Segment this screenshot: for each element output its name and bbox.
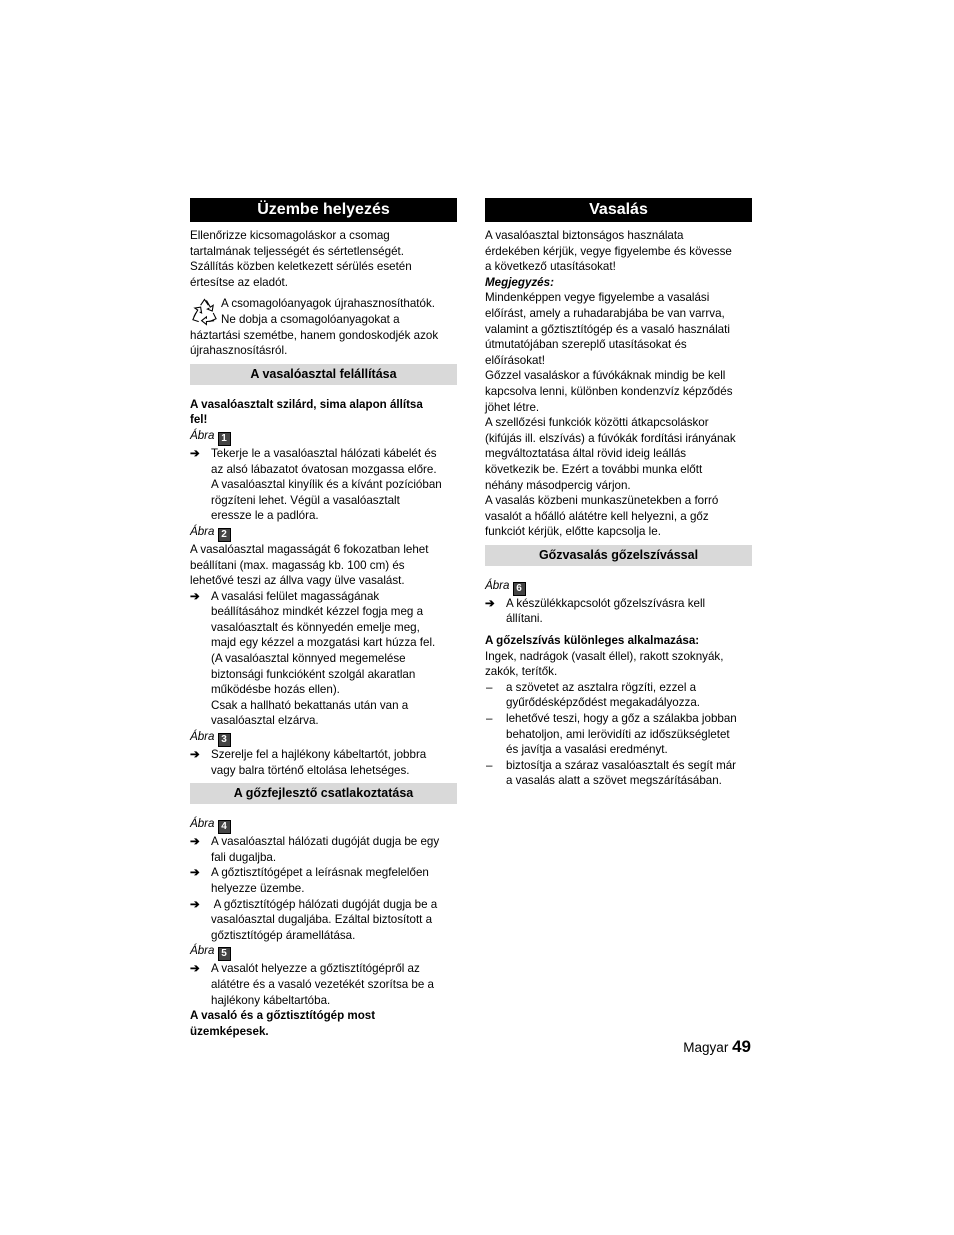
text-line: biztosítja a száraz vasalóasztalt és segít már — [506, 758, 737, 772]
figure-label: Ábra — [190, 524, 215, 538]
text-line: értesítse az eladót. — [190, 275, 288, 289]
figure-label: Ábra — [190, 730, 215, 744]
arrow-icon: ➔ — [190, 897, 200, 911]
text-line: Ellenőrizze kicsomagoláskor a csomag — [190, 229, 390, 242]
left-column — [190, 198, 457, 1039]
dash-icon: – — [486, 680, 493, 694]
text-line: és javítja a vasalási eredményt. — [506, 743, 668, 757]
text-line: az alsó lábazatot óvatosan mozgassa előre. — [211, 462, 437, 476]
step-item — [190, 961, 457, 1008]
step-item — [190, 589, 457, 729]
figure-label: Ábra — [190, 428, 215, 442]
text-line: valamint a gőztisztítógép és a vasaló használati — [485, 322, 730, 336]
text-line: eressze le a padlóra. — [211, 509, 319, 523]
text-line: vasalóasztal dugaljába. Ezáltal biztosított a — [211, 913, 433, 927]
text-line: gyűrődésképződést megakadályozza. — [506, 696, 700, 710]
dash-item — [485, 758, 752, 789]
figure-label: Ábra — [485, 578, 510, 592]
figure-ref — [190, 428, 457, 446]
figure-label: Ábra — [190, 944, 215, 958]
dash-item — [485, 680, 752, 711]
figure-number-icon: 1 — [218, 432, 231, 446]
text-line: beállításához mindkét kézzel fogja meg a — [211, 605, 424, 619]
text-line: gőztisztítógép áramellátása. — [211, 928, 356, 942]
figure-ref — [190, 729, 457, 747]
text-line: funkciót kérjük, előtte kapcsolja le. — [485, 525, 661, 539]
text-line: fel! — [190, 413, 208, 427]
text-line: biztonsági funkcióként szolgál akaratlan — [211, 667, 416, 681]
figure-number-icon: 2 — [218, 528, 231, 542]
dash-icon: – — [486, 758, 493, 772]
text-line: jöhet létre. — [485, 400, 540, 414]
text-line: következik be. Ezért a további munka előtt — [485, 462, 703, 476]
section-heading-uzembe: Üzembe helyezés — [190, 198, 457, 222]
note-text — [485, 290, 752, 540]
figure-number-icon: 3 — [218, 733, 231, 747]
dash-item — [485, 711, 752, 758]
text-line: vagy balra történő eltolása lehetséges. — [211, 763, 410, 777]
arrow-icon: ➔ — [190, 446, 200, 460]
text-line: Mindenképpen vegye figyelembe a vasalási — [485, 291, 710, 305]
figure-ref — [190, 816, 457, 834]
height-text — [190, 542, 457, 589]
page-footer — [683, 1039, 751, 1056]
text-line: zakók, terítők. — [485, 665, 558, 679]
text-line: majd egy kézzel a mozgatási kart húzza fel. — [211, 636, 436, 650]
text-line: Ne dobja a csomagolóanyagokat a — [221, 312, 400, 326]
arrow-icon: ➔ — [190, 962, 200, 976]
figure-ref — [485, 578, 752, 596]
text-line: előírásokat! — [485, 353, 545, 367]
text-line: rögzíteni lehet. Végül a vasalóasztalt — [211, 493, 400, 507]
note-label: Megjegyzés: — [485, 275, 554, 289]
text-line: beállítani (max. magasság kb. 100 cm) és — [190, 558, 405, 572]
section-heading-vasalas: Vasalás — [485, 198, 752, 222]
text-line: fali dugaljba. — [211, 850, 277, 864]
text-line: háztartási szemétbe, hanem gondoskodjék azok — [190, 328, 439, 342]
text-line: helyezze üzembe. — [211, 882, 305, 895]
subheading-felallitas: A vasalóasztal felállítása — [190, 364, 457, 385]
step-item — [190, 865, 457, 896]
text-line: tartalmának teljességét és sértetlenségét. — [190, 244, 404, 258]
text-line: üzemképesek. — [190, 1024, 269, 1038]
text-line: érdekében kérjük, vegye figyelembe és kövesse — [485, 244, 732, 258]
arrow-icon: ➔ — [485, 596, 495, 610]
bold-instruction — [190, 397, 457, 428]
text-line: A vasalóasztal kinyílik és a kívánt pozícióban — [211, 478, 442, 492]
figure-label: Ábra — [190, 817, 215, 831]
step-item — [190, 446, 457, 524]
text-line: előírást, amely a ruhadarabjába be van varrva, — [485, 306, 725, 320]
recycle-note — [190, 296, 457, 358]
text-line: kapcsolva lenni, különben kondenzvíz képződés — [485, 384, 733, 398]
text-line: A gőztisztítógépet a leírásnak megfelelően — [211, 866, 429, 880]
text-line: (A vasalóasztal könnyed megemelése — [211, 652, 406, 666]
text-line: vasalót a hőálló alátétre kell helyezni, a gőz — [485, 509, 709, 523]
final-bold-note — [190, 1008, 457, 1039]
text-line: Szerelje fel a hajlékony kábeltartót, jobbra — [211, 748, 427, 762]
text-line: A vasalási felület magasságának — [211, 589, 380, 603]
text-line: lehetővé teszi az állva vagy ülve vasalást. — [190, 574, 405, 588]
arrow-icon: ➔ — [190, 835, 200, 849]
text-line: a szövetet az asztalra rögzíti, ezzel a — [506, 680, 697, 694]
text-line: állítani. — [506, 612, 543, 626]
text-line: hajlékony kábeltartóba. — [211, 993, 331, 1007]
step-item — [190, 897, 457, 944]
subheading-csatlakoztatas: A gőzfejlesztő csatlakoztatása — [190, 783, 457, 804]
step-item — [190, 747, 457, 778]
text-line: alátétre és a vasaló vezetékét szorítsa be a — [211, 977, 434, 991]
text-line: Szállítás közben keletkezett sérülés esetén — [190, 260, 412, 274]
text-line: A vasalás közbeni munkaszünetekben a forró — [485, 494, 719, 508]
text-line: behatoljon, ami lerövidíti az időszükségletet — [506, 727, 730, 741]
text-line: útmutatójában szereplő utasításokat és — [485, 338, 687, 352]
arrow-icon: ➔ — [190, 748, 200, 762]
text-line: A készülékkapcsolót gőzelszívásra kell — [506, 596, 706, 610]
text-line: A gőztisztítógép hálózati dugóját dugja be a — [211, 897, 438, 911]
step-item — [190, 834, 457, 865]
special-use-text — [485, 649, 752, 680]
text-line: megváltoztatása által rövid ideig leállás — [485, 447, 687, 461]
text-line: újrahasznosításról. — [190, 344, 288, 358]
text-line: a vasalás alatt a szövet megszárításában. — [506, 774, 722, 788]
page-number: 49 — [732, 1037, 751, 1056]
text-line: vasalóasztal elzárva. — [211, 714, 319, 728]
text-line: lehetővé teszi, hogy a gőz a szálakba jobban — [506, 712, 737, 726]
dash-icon: – — [486, 712, 493, 726]
figure-number-icon: 5 — [218, 947, 231, 961]
text-line: vasalóasztalt és könnyedén emelje meg, — [211, 620, 420, 634]
text-line: A vasalóasztal hálózati dugóját dugja be egy — [211, 835, 440, 849]
text-line: A vasalóasztalt szilárd, sima alapon állítsa — [190, 397, 423, 411]
arrow-icon: ➔ — [190, 589, 200, 603]
recycle-icon — [190, 296, 219, 326]
text-line: Csak a hallható bekattanás után van a — [211, 698, 409, 712]
special-use-heading: A gőzelszívás különleges alkalmazása: — [485, 634, 700, 648]
footer-language: Magyar — [683, 1040, 729, 1055]
figure-number-icon: 4 — [218, 820, 231, 834]
intro-text — [190, 228, 457, 290]
text-line: A vasaló és a gőztisztítógép most — [190, 1009, 376, 1023]
figure-number-icon: 6 — [513, 582, 526, 596]
subheading-gozelszivas: Gőzvasalás gőzelszívással — [485, 545, 752, 566]
text-line: Ingek, nadrágok (vasalt éllel), rakott szoknyák, — [485, 649, 724, 663]
text-line: Tekerje le a vasalóasztal hálózati kábelét és — [211, 446, 437, 460]
intro-text — [485, 228, 752, 275]
figure-ref — [190, 524, 457, 542]
text-line: A szellőzési funkciók közötti átkapcsoláskor — [485, 416, 709, 430]
figure-ref — [190, 943, 457, 961]
text-line: a következő utasításokat! — [485, 260, 616, 274]
text-line: működésbe hozás ellen). — [211, 683, 340, 697]
step-item — [485, 596, 752, 627]
text-line: A vasalóasztal biztonságos használata — [485, 229, 684, 242]
text-line: (kifújás ill. elszívás) a fúvókák fordítási irányának — [485, 431, 736, 445]
text-line: A vasalóasztal magasságát 6 fokozatban lehet — [190, 542, 429, 556]
text-line: A vasalót helyezze a gőztisztítógépről az — [211, 962, 420, 976]
arrow-icon: ➔ — [190, 866, 200, 880]
text-line: A csomagolóanyagok újrahasznosíthatók. — [221, 297, 435, 311]
text-line: Gőzzel vasaláskor a fúvókáknak mindig be kell — [485, 369, 726, 383]
text-line: néhány másodpercig várjon. — [485, 478, 631, 492]
right-column — [485, 198, 752, 789]
